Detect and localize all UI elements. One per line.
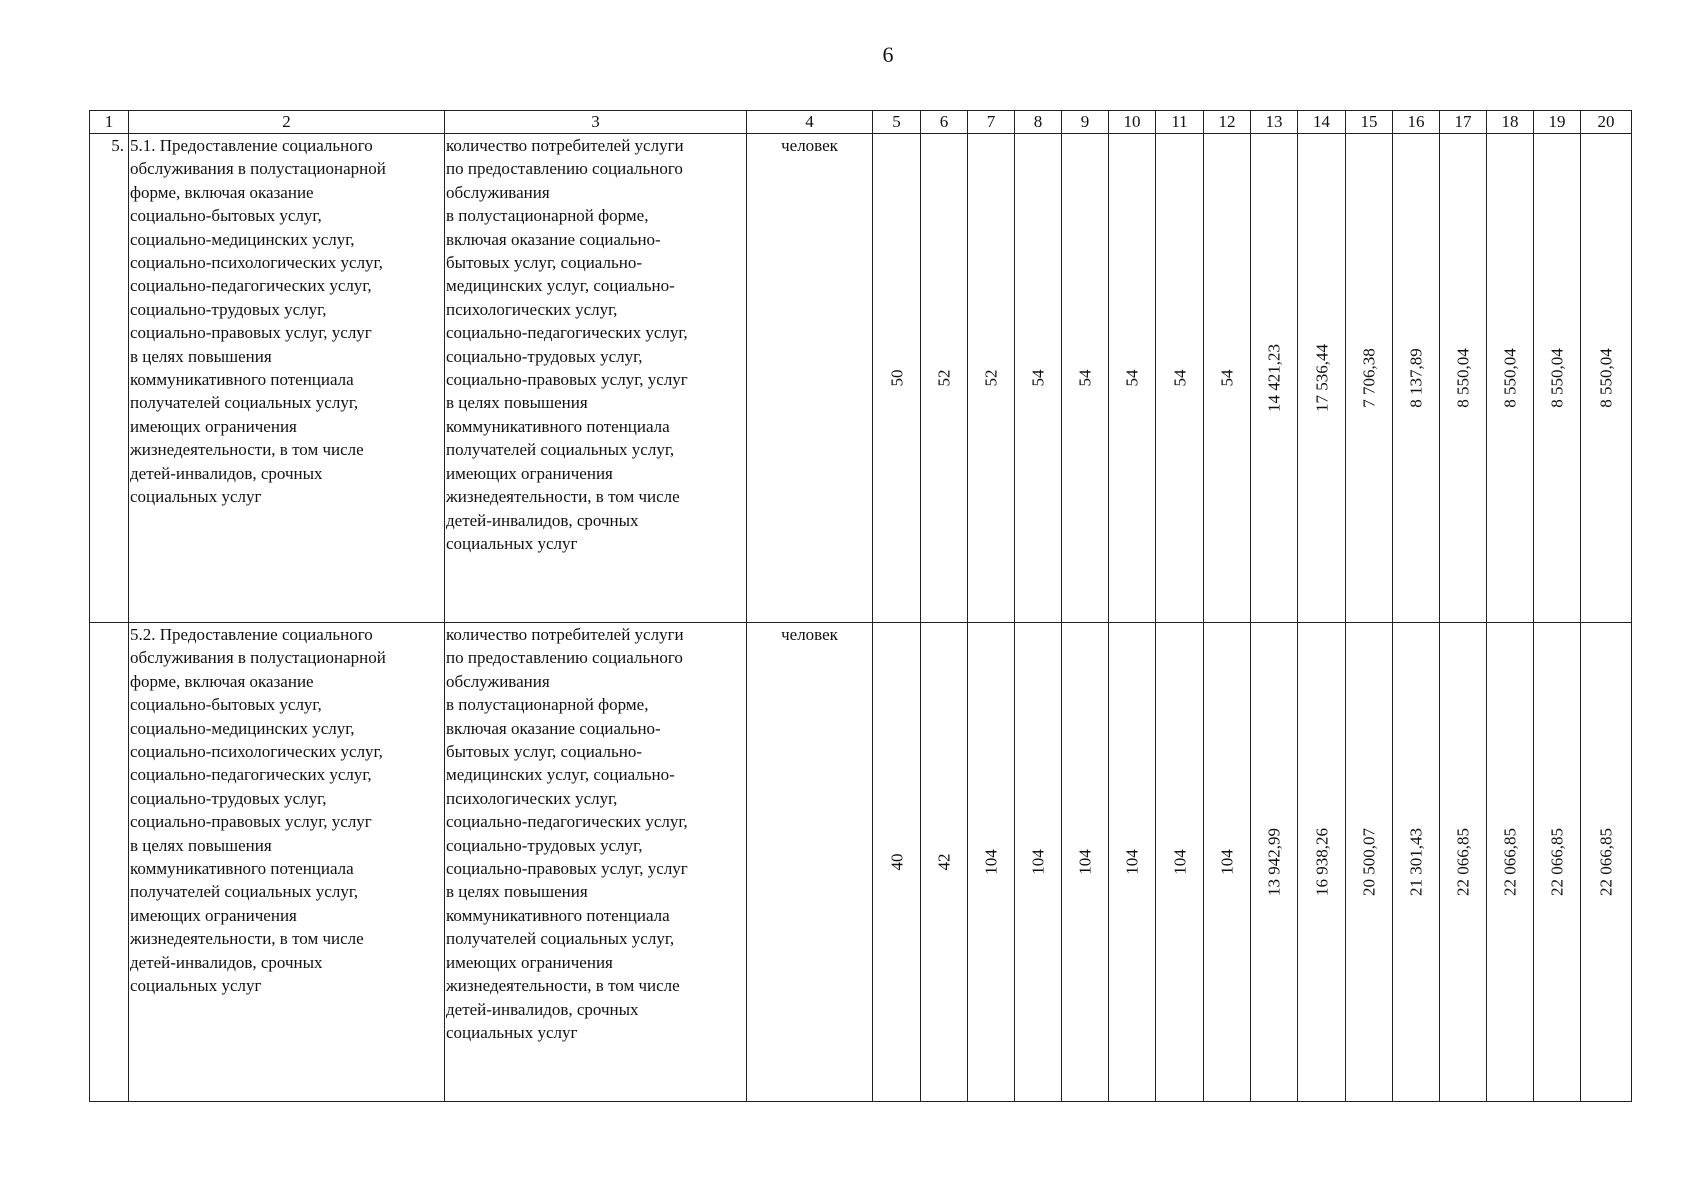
service-text-line: обслуживания в полустационарной bbox=[130, 159, 386, 179]
value-text: 42 bbox=[934, 853, 954, 871]
value-cell bbox=[1156, 134, 1204, 623]
indicator-text-line: в целях повышения bbox=[446, 882, 588, 902]
header-cell: 20 bbox=[1581, 111, 1632, 134]
value-text: 52 bbox=[934, 369, 954, 387]
value-text: 8 550,04 bbox=[1596, 348, 1616, 408]
value-cell bbox=[1393, 134, 1440, 623]
value-text: 8 137,89 bbox=[1406, 348, 1426, 408]
header-cell: 3 bbox=[445, 111, 747, 134]
value-cell bbox=[1393, 623, 1440, 1102]
value-text: 104 bbox=[1217, 849, 1237, 875]
indicator-text-line: по предоставлению социального bbox=[446, 648, 683, 668]
indicator-text-line: психологических услуг, bbox=[446, 299, 618, 319]
table-row bbox=[90, 134, 1632, 623]
unit-cell: человек bbox=[747, 134, 873, 623]
service-text-line: социально-педагогических услуг, bbox=[130, 765, 372, 785]
value-cell bbox=[1156, 623, 1204, 1102]
service-text-line: жизнедеятельности, в том числе bbox=[130, 929, 364, 949]
indicator-text-line: обслуживания bbox=[446, 182, 550, 202]
value-cell bbox=[968, 623, 1015, 1102]
value-text: 7 706,38 bbox=[1359, 348, 1379, 408]
indicator-text-line: в полустационарной форме, bbox=[446, 695, 649, 715]
indicator-text-line: социально-трудовых услуг, bbox=[446, 835, 643, 855]
indicator-text-line: по предоставлению социального bbox=[446, 159, 683, 179]
header-row bbox=[90, 111, 1632, 134]
header-cell: 6 bbox=[921, 111, 968, 134]
value-text: 104 bbox=[1075, 849, 1095, 875]
value-cell bbox=[1109, 134, 1156, 623]
service-text-line: социально-бытовых услуг, bbox=[130, 206, 322, 226]
header-cell: 2 bbox=[129, 111, 445, 134]
value-text: 52 bbox=[981, 369, 1001, 387]
header-cell: 8 bbox=[1015, 111, 1062, 134]
value-text: 54 bbox=[1169, 369, 1189, 387]
indicator-text-line: имеющих ограничения bbox=[446, 463, 613, 483]
indicator-text-line: социально-педагогических услуг, bbox=[446, 323, 688, 343]
service-text-line: социально-трудовых услуг, bbox=[130, 299, 327, 319]
service-name-cell bbox=[129, 134, 445, 623]
service-text-line: социально-правовых услуг, услуг bbox=[130, 812, 372, 832]
row-number bbox=[90, 623, 129, 1102]
service-text-line: имеющих ограничения bbox=[130, 416, 297, 436]
value-cell bbox=[1204, 623, 1251, 1102]
value-text: 22 066,85 bbox=[1500, 828, 1520, 896]
service-text-line: в целях повышения bbox=[130, 346, 272, 366]
value-text: 50 bbox=[886, 369, 906, 387]
value-cell bbox=[968, 134, 1015, 623]
header-cell: 9 bbox=[1062, 111, 1109, 134]
row-number: 5. bbox=[90, 134, 129, 623]
value-cell bbox=[1015, 623, 1062, 1102]
value-cell bbox=[1487, 134, 1534, 623]
value-cell bbox=[1581, 623, 1632, 1102]
header-cell: 19 bbox=[1534, 111, 1581, 134]
service-text-line: имеющих ограничения bbox=[130, 905, 297, 925]
service-text-line: форме, включая оказание bbox=[130, 671, 314, 691]
value-cell bbox=[921, 134, 968, 623]
service-text-line: получателей социальных услуг, bbox=[130, 393, 359, 413]
value-text: 16 938,26 bbox=[1311, 828, 1331, 896]
indicator-text-line: социальных услуг bbox=[446, 1022, 578, 1042]
header-cell: 7 bbox=[968, 111, 1015, 134]
indicator-text-line: коммуникативного потенциала bbox=[446, 905, 670, 925]
indicator-text-line: обслуживания bbox=[446, 671, 550, 691]
value-cell bbox=[1251, 623, 1298, 1102]
value-text: 54 bbox=[1028, 369, 1048, 387]
service-text-line: социально-бытовых услуг, bbox=[130, 695, 322, 715]
value-text: 13 942,99 bbox=[1264, 828, 1284, 896]
indicator-text-line: социально-трудовых услуг, bbox=[446, 346, 643, 366]
value-text: 104 bbox=[1169, 849, 1189, 875]
indicator-text-line: в целях повышения bbox=[446, 393, 588, 413]
value-cell bbox=[1204, 134, 1251, 623]
indicator-text-line: социально-педагогических услуг, bbox=[446, 812, 688, 832]
service-text-line: 5.1. Предоставление социального bbox=[130, 136, 373, 155]
value-cell bbox=[873, 623, 921, 1102]
value-text: 40 bbox=[886, 853, 906, 871]
value-text: 104 bbox=[1122, 849, 1142, 875]
value-cell bbox=[1298, 134, 1346, 623]
header-cell: 13 bbox=[1251, 111, 1298, 134]
header-cell: 4 bbox=[747, 111, 873, 134]
value-cell bbox=[1534, 134, 1581, 623]
service-text-line: социально-медицинских услуг, bbox=[130, 229, 355, 249]
indicator-text-line: коммуникативного потенциала bbox=[446, 416, 670, 436]
value-text: 54 bbox=[1122, 369, 1142, 387]
value-text: 14 421,23 bbox=[1264, 344, 1284, 412]
value-cell bbox=[873, 134, 921, 623]
services-table bbox=[89, 110, 1632, 1102]
service-text-line: социально-педагогических услуг, bbox=[130, 276, 372, 296]
value-text: 8 550,04 bbox=[1500, 348, 1520, 408]
value-cell bbox=[1251, 134, 1298, 623]
header-cell: 11 bbox=[1156, 111, 1204, 134]
value-cell bbox=[1109, 623, 1156, 1102]
header-cell: 18 bbox=[1487, 111, 1534, 134]
value-text: 20 500,07 bbox=[1359, 828, 1379, 896]
value-cell bbox=[1440, 134, 1487, 623]
indicator-cell bbox=[445, 623, 747, 1102]
indicator-text-line: медицинских услуг, социально- bbox=[446, 765, 675, 785]
indicator-text-line: социальных услуг bbox=[446, 533, 578, 553]
service-text-line: форме, включая оказание bbox=[130, 182, 314, 202]
indicator-text-line: в полустационарной форме, bbox=[446, 206, 649, 226]
indicator-text-line: детей-инвалидов, срочных bbox=[446, 999, 639, 1019]
header-cell: 1 bbox=[90, 111, 129, 134]
value-cell bbox=[1581, 134, 1632, 623]
value-cell bbox=[1298, 623, 1346, 1102]
header-cell: 15 bbox=[1346, 111, 1393, 134]
service-text-line: социально-психологических услуг, bbox=[130, 742, 383, 762]
service-text-line: обслуживания в полустационарной bbox=[130, 648, 386, 668]
value-text: 21 301,43 bbox=[1406, 828, 1426, 896]
indicator-text-line: включая оказание социально- bbox=[446, 229, 661, 249]
indicator-text-line: социально-правовых услуг, услуг bbox=[446, 859, 688, 879]
header-cell: 10 bbox=[1109, 111, 1156, 134]
indicator-text-line: количество потребителей услуги bbox=[446, 625, 684, 644]
service-name-cell bbox=[129, 623, 445, 1102]
indicator-text-line: детей-инвалидов, срочных bbox=[446, 510, 639, 530]
indicator-text-line: количество потребителей услуги bbox=[446, 136, 684, 155]
service-text-line: коммуникативного потенциала bbox=[130, 859, 354, 879]
value-cell bbox=[1440, 623, 1487, 1102]
value-text: 104 bbox=[981, 849, 1001, 875]
unit-cell: человек bbox=[747, 623, 873, 1102]
indicator-text-line: получателей социальных услуг, bbox=[446, 929, 675, 949]
value-text: 8 550,04 bbox=[1453, 348, 1473, 408]
value-text: 17 536,44 bbox=[1311, 344, 1331, 412]
service-text-line: социально-психологических услуг, bbox=[130, 253, 383, 273]
indicator-text-line: психологических услуг, bbox=[446, 788, 618, 808]
header-cell: 17 bbox=[1440, 111, 1487, 134]
value-cell bbox=[1487, 623, 1534, 1102]
value-cell bbox=[1062, 134, 1109, 623]
service-text-line: коммуникативного потенциала bbox=[130, 370, 354, 390]
indicator-text-line: имеющих ограничения bbox=[446, 952, 613, 972]
value-cell bbox=[921, 623, 968, 1102]
indicator-text-line: жизнедеятельности, в том числе bbox=[446, 976, 680, 996]
value-text: 104 bbox=[1028, 849, 1048, 875]
value-text: 22 066,85 bbox=[1547, 828, 1567, 896]
value-cell bbox=[1062, 623, 1109, 1102]
service-text-line: жизнедеятельности, в том числе bbox=[130, 440, 364, 460]
service-text-line: социально-медицинских услуг, bbox=[130, 718, 355, 738]
page-number: 6 bbox=[882, 42, 894, 67]
service-text-line: социально-правовых услуг, услуг bbox=[130, 323, 372, 343]
table-row bbox=[90, 623, 1632, 1102]
value-text: 54 bbox=[1075, 369, 1095, 387]
value-cell bbox=[1534, 623, 1581, 1102]
header-cell: 14 bbox=[1298, 111, 1346, 134]
header-cell: 12 bbox=[1204, 111, 1251, 134]
service-text-line: социально-трудовых услуг, bbox=[130, 788, 327, 808]
value-text: 54 bbox=[1217, 369, 1237, 387]
indicator-text-line: включая оказание социально- bbox=[446, 718, 661, 738]
service-text-line: детей-инвалидов, срочных bbox=[130, 463, 323, 483]
header-cell: 16 bbox=[1393, 111, 1440, 134]
indicator-text-line: бытовых услуг, социально- bbox=[446, 253, 642, 273]
header-cell: 5 bbox=[873, 111, 921, 134]
indicator-text-line: медицинских услуг, социально- bbox=[446, 276, 675, 296]
indicator-cell bbox=[445, 134, 747, 623]
service-text-line: в целях повышения bbox=[130, 835, 272, 855]
service-text-line: социальных услуг bbox=[130, 487, 262, 507]
value-text: 22 066,85 bbox=[1453, 828, 1473, 896]
value-text: 22 066,85 bbox=[1596, 828, 1616, 896]
indicator-text-line: бытовых услуг, социально- bbox=[446, 742, 642, 762]
service-text-line: детей-инвалидов, срочных bbox=[130, 952, 323, 972]
value-cell bbox=[1346, 134, 1393, 623]
indicator-text-line: получателей социальных услуг, bbox=[446, 440, 675, 460]
indicator-text-line: жизнедеятельности, в том числе bbox=[446, 487, 680, 507]
value-cell bbox=[1346, 623, 1393, 1102]
value-cell bbox=[1015, 134, 1062, 623]
service-text-line: 5.2. Предоставление социального bbox=[130, 625, 373, 644]
indicator-text-line: социально-правовых услуг, услуг bbox=[446, 370, 688, 390]
service-text-line: социальных услуг bbox=[130, 976, 262, 996]
value-text: 8 550,04 bbox=[1547, 348, 1567, 408]
service-text-line: получателей социальных услуг, bbox=[130, 882, 359, 902]
